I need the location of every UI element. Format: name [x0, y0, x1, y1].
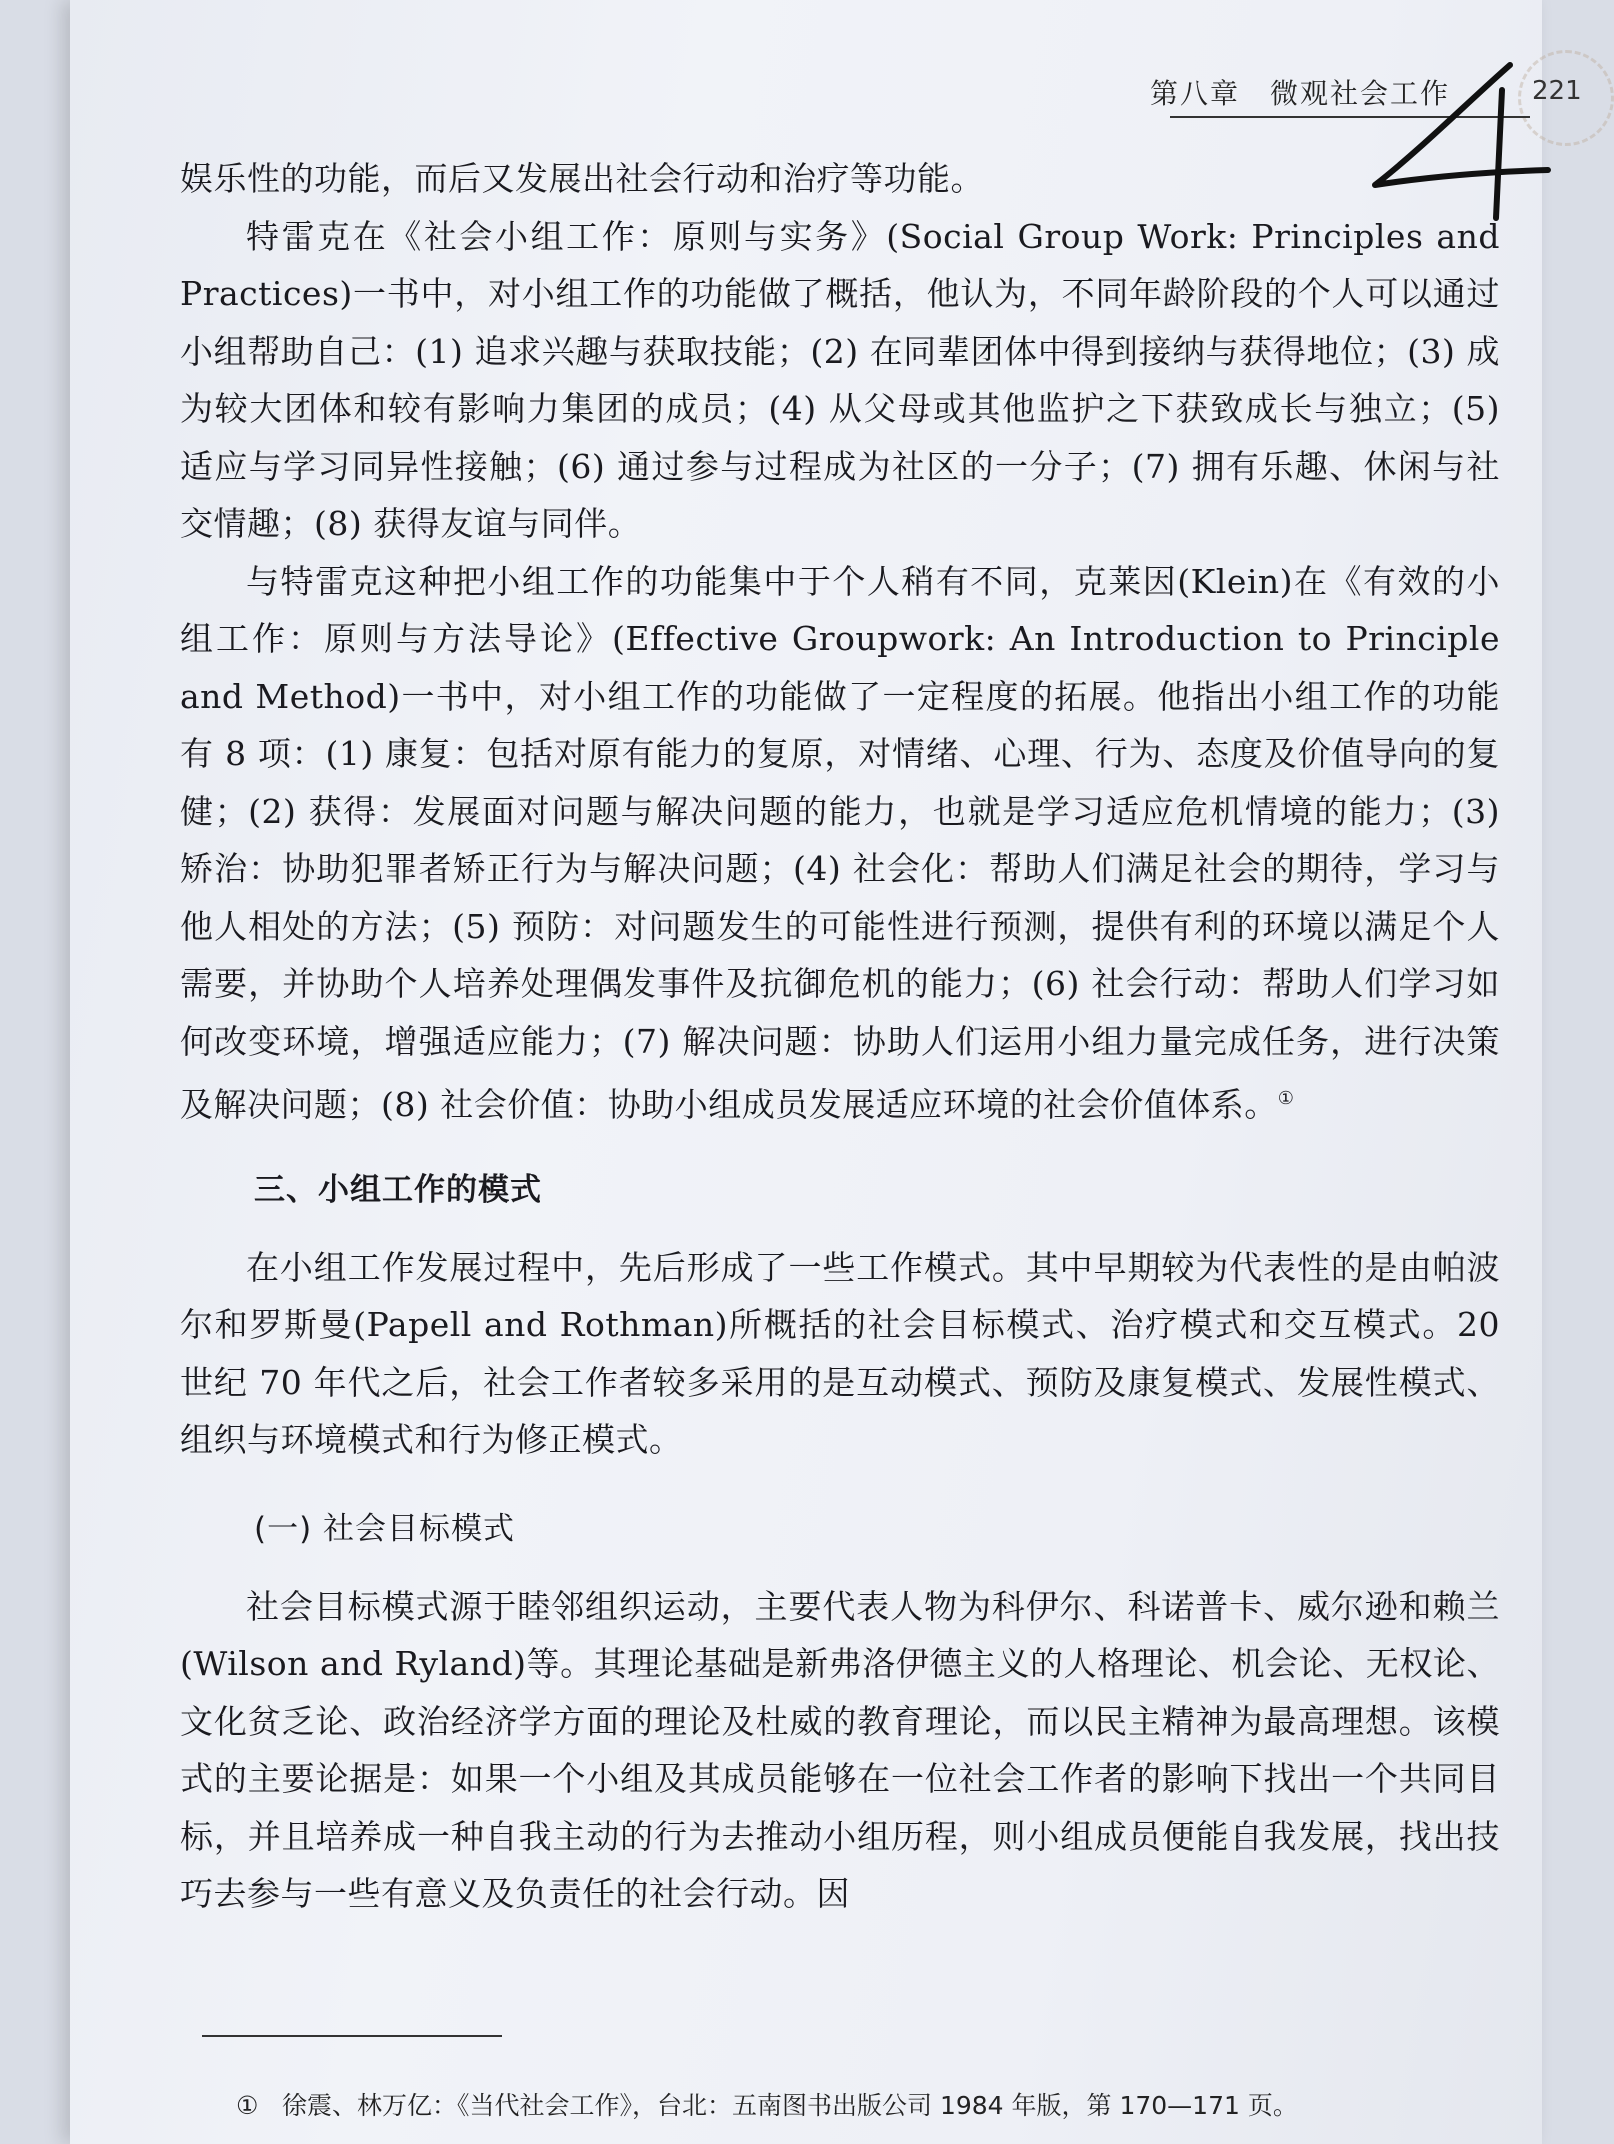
paragraph-continued: 娱乐性的功能，而后又发展出社会行动和治疗等功能。 — [180, 159, 984, 198]
paragraph-klein-text: 与特雷克这种把小组工作的功能集中于个人稍有不同，克莱因(Klein)在《有效的小组工作：原则与方法导论》(Effective Groupwork: An Introduction to Principle and Method)一书中，对小组工作的功能做了一定程度的拓展。他指出小组工作的功能有 8 项：(1) 康复：包括对原有能力的复原，对情绪、心理、行为、态度及价值导向的复健；(2) 获得：发展面对问题与解决问题的能力，也就是学习适应危机情境的能力；(3) 矫治：协助犯罪者矫正行为与解决问题；(4) 社会化：帮助人们满足社会的期待，学习与他人相处的方法；(5) 预防：对问题发生的可能性进行预测，提供有利的环境以满足个人需要，并协助个人培养处理偶发事件及抗御危机的能力；(6) 社会行动：帮助人们学习如何改变环境，增强适应能力；(7) 解决问题：协助人们运用小组力量完成任务，进行决策及解决问题；(8) 社会价值：协助小组成员发展适应环境的社会价值体系。 — [180, 561, 1500, 1124]
paragraph-social-goal-model: 社会目标模式源于睦邻组织运动，主要代表人物为科伊尔、科诺普卡、威尔逊和赖兰(Wilson and Ryland)等。其理论基础是新弗洛伊德主义的人格理论、机会论、无权论、文化贫乏论、政治经济学方面的理论及杜威的教育理论，而以民主精神为最高理想。该模式的主要论据是：如果一个小组及其成员能够在一位社会工作者的影响下找出一个共同目标，并且培养成一种自我主动的行为去推动小组历程，则小组成员便能自我发展，找出技巧去参与一些有意义及负责任的社会行动。因 — [180, 1586, 1500, 1913]
footnote-reference[interactable]: ① — [1277, 1088, 1295, 1109]
footnote-rule — [202, 2035, 502, 2037]
paragraph-klein-functions — [180, 553, 1500, 1134]
running-header: 第八章 微观社会工作 — [1150, 77, 1451, 110]
page-body — [180, 150, 1500, 1923]
page-number: 221 — [1532, 76, 1582, 106]
book-page — [70, 0, 1582, 2144]
subsection-heading: (一) 社会目标模式 — [254, 1510, 516, 1547]
section-heading: 三、小组工作的模式 — [254, 1171, 542, 1208]
paragraph-treker-functions: 特雷克在《社会小组工作：原则与实务》(Social Group Work: Principles and Practices)一书中，对小组工作的功能做了概括，他认为，不同年龄阶段的个人可以通过小组帮助自己：(1) 追求兴趣与获取技能；(2) 在同辈团体中得到接纳与获得地位；(3) 成为较大团体和较有影响力集团的成员；(4) 从父母或其他监护之下获致成长与独立；(5) 适应与学习同异性接触；(6) 通过参与过程成为社区的一分子；(7) 拥有乐趣、休闲与社交情趣；(8) 获得友谊与同伴。 — [180, 216, 1500, 543]
paragraph-models-overview: 在小组工作发展过程中，先后形成了一些工作模式。其中早期较为代表性的是由帕波尔和罗斯曼(Papell and Rothman)所概括的社会目标模式、治疗模式和交互模式。20 世纪 70 年代之后，社会工作者较多采用的是互动模式、预防及康复模式、发展性模式、组织与环境模式和行为修正模式。 — [180, 1247, 1500, 1459]
footnote — [236, 2086, 1298, 2122]
footnote-text: 徐震、林万亿：《当代社会工作》，台北：五南图书出版公司 1984 年版，第 170—171 页。 — [282, 2091, 1298, 2120]
footnote-marker: ① — [236, 2091, 259, 2120]
